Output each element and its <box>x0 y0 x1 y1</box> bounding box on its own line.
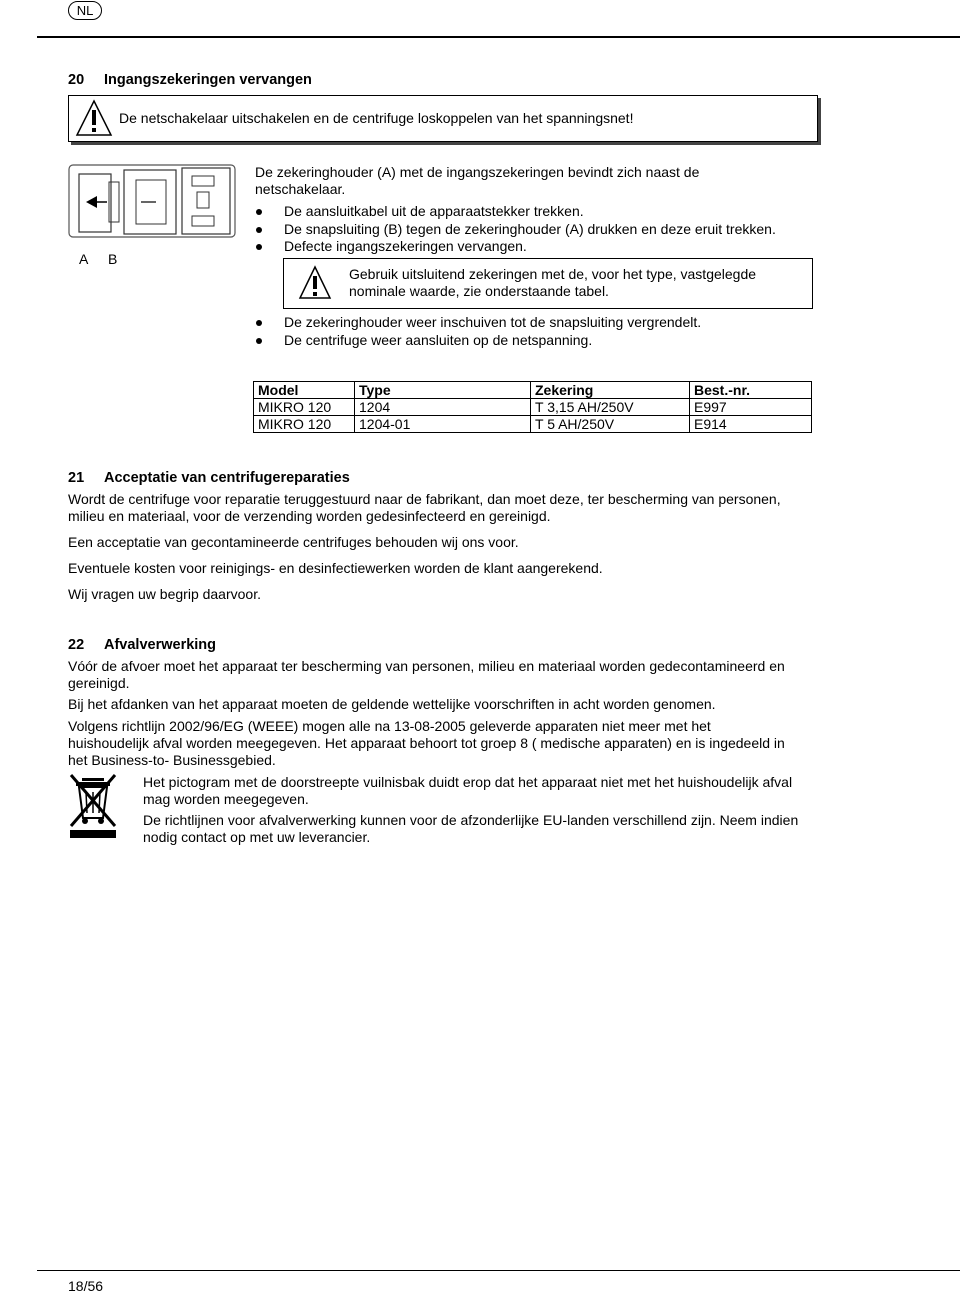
table-cell: MIKRO 120 <box>254 399 355 416</box>
intro-line-2: netschakelaar. <box>255 181 346 197</box>
note-text <box>349 266 799 300</box>
steps-list <box>256 203 776 256</box>
note-box <box>283 258 813 309</box>
figure-label-b: B <box>108 251 118 267</box>
paragraph-line: Vóór de afvoer moet het apparaat ter bescherming van personen, milieu en materiaal worden gedecontamineerd en <box>68 658 785 674</box>
table-header-cell: Type <box>355 382 531 399</box>
section-22-title: Afvalverwerking <box>104 637 217 653</box>
paragraph-line: Wij vragen uw begrip daarvoor. <box>68 586 261 602</box>
warning-triangle-icon <box>298 265 332 301</box>
section-20-number: 20 <box>68 72 85 88</box>
paragraph-line: het Business-to- Businessgebied. <box>68 752 276 768</box>
table-cell: 1204 <box>355 399 531 416</box>
list-item: Defecte ingangszekeringen vervangen. <box>256 238 776 256</box>
paragraph-line: mag worden meegegeven. <box>143 791 309 807</box>
figure-label-a: A <box>79 251 89 267</box>
language-badge: NL <box>68 1 102 20</box>
intro-line-1: De zekeringhouder (A) met de ingangszekeringen bevindt zich naast de <box>255 164 700 180</box>
table-row <box>254 399 812 416</box>
section-21-number: 21 <box>68 470 85 486</box>
table-header-cell: Zekering <box>531 382 690 399</box>
section-22-number: 22 <box>68 637 85 653</box>
paragraph-line: Eventuele kosten voor reinigings- en desinfectiewerken worden de klant aangerekend. <box>68 560 603 576</box>
paragraph-line: Wordt de centrifuge voor reparatie teruggestuurd naar de fabrikant, dan moet deze, ter bescherming van personen, <box>68 491 781 507</box>
table-header-cell: Best.-nr. <box>690 382 812 399</box>
section-21-title: Acceptatie van centrifugereparaties <box>104 470 350 486</box>
table-cell: E914 <box>690 416 812 433</box>
list-item: De aansluitkabel uit de apparaatstekker trekken. <box>256 203 776 221</box>
warning-text: De netschakelaar uitschakelen en de centrifuge loskoppelen van het spanningsnet! <box>119 110 634 126</box>
table-cell: T 5 AH/250V <box>531 416 690 433</box>
page-number: 18/56 <box>68 1278 104 1294</box>
fuse-table <box>253 381 812 433</box>
table-header-row <box>254 382 812 399</box>
steps-list-2 <box>256 314 701 349</box>
paragraph-line: Volgens richtlijn 2002/96/EG (WEEE) mogen alle na 13-08-2005 geleverde apparaten niet meer met het <box>68 718 711 734</box>
paragraph-line: Een acceptatie van gecontamineerde centrifuges behouden wij ons voor. <box>68 534 519 550</box>
table-header-cell: Model <box>254 382 355 399</box>
paragraph-line: Het pictogram met de doorstreepte vuilnisbak duidt erop dat het apparaat niet met het huishoudelijk afval <box>143 774 793 790</box>
section-20-title: Ingangszekeringen vervangen <box>104 72 312 88</box>
fuse-holder-illustration <box>66 162 238 246</box>
table-cell: 1204-01 <box>355 416 531 433</box>
crossed-out-wheelie-bin-icon <box>66 770 122 840</box>
paragraph-line: huishoudelijk afval worden meegegeven. Het apparaat behoort tot groep 8 ( medische apparaten) en is ingedeeld in <box>68 735 785 751</box>
note-line-1: Gebruik uitsluitend zekeringen met de, voor het type, vastgelegde <box>349 266 757 282</box>
list-item: De centrifuge weer aansluiten op de netspanning. <box>256 332 701 350</box>
table-row <box>254 416 812 433</box>
header-rule <box>37 36 960 38</box>
warning-triangle-icon <box>75 98 113 138</box>
table-cell: E997 <box>690 399 812 416</box>
note-line-2: nominale waarde, zie onderstaande tabel. <box>349 283 609 299</box>
paragraph-line: Bij het afdanken van het apparaat moeten de geldende wettelijke voorschriften in acht worden genomen. <box>68 696 716 712</box>
paragraph-line: milieu en materiaal, voor de verzending worden gedesinfecteerd en gereinigd. <box>68 508 551 524</box>
warning-box <box>68 95 818 142</box>
paragraph-line: De richtlijnen voor afvalverwerking kunnen voor de afzonderlijke EU-landen verschillend zijn. Neem indien <box>143 812 799 828</box>
paragraph-line: nodig contact op met uw leverancier. <box>143 829 371 845</box>
list-item: De snapsluiting (B) tegen de zekeringhouder (A) drukken en deze eruit trekken. <box>256 221 776 239</box>
table-cell: T 3,15 AH/250V <box>531 399 690 416</box>
table-cell: MIKRO 120 <box>254 416 355 433</box>
list-item: De zekeringhouder weer inschuiven tot de snapsluiting vergrendelt. <box>256 314 701 332</box>
footer-rule <box>37 1270 960 1271</box>
paragraph-line: gereinigd. <box>68 675 130 691</box>
